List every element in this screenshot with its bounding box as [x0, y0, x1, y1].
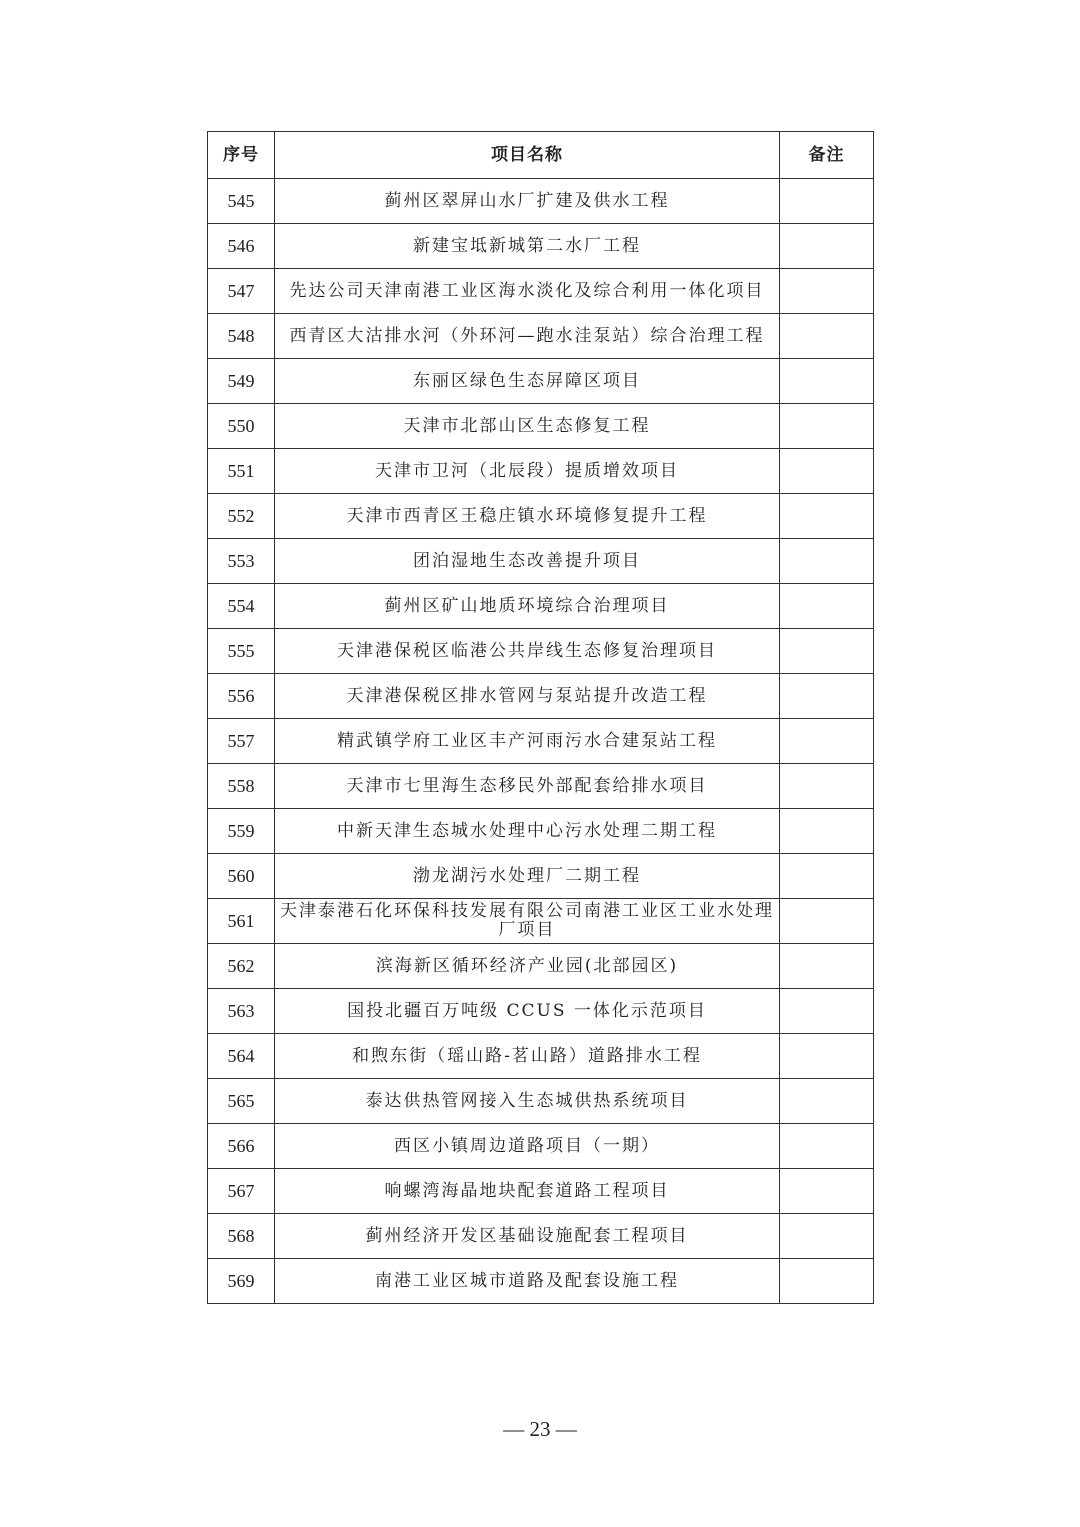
row-note — [780, 314, 874, 359]
row-note — [780, 539, 874, 584]
table-row — [208, 1169, 874, 1214]
row-number: 562 — [208, 944, 275, 989]
row-note — [780, 989, 874, 1034]
row-project-name: 滨海新区循环经济产业园(北部园区) — [275, 944, 780, 989]
row-note — [780, 494, 874, 539]
row-number: 558 — [208, 764, 275, 809]
table-row — [208, 809, 874, 854]
row-number: 564 — [208, 1034, 275, 1079]
row-project-name: 新建宝坻新城第二水厂工程 — [275, 224, 780, 269]
row-note — [780, 674, 874, 719]
row-note — [780, 1169, 874, 1214]
table-row — [208, 584, 874, 629]
project-list-table — [207, 131, 874, 1304]
table-row — [208, 989, 874, 1034]
page-number: — 23 — — [503, 1417, 577, 1441]
row-note — [780, 899, 874, 944]
row-project-name: 中新天津生态城水处理中心污水处理二期工程 — [275, 809, 780, 854]
row-number: 566 — [208, 1124, 275, 1169]
row-number: 559 — [208, 809, 275, 854]
table-row — [208, 1259, 874, 1304]
header-project-name: 项目名称 — [275, 132, 780, 179]
row-note — [780, 809, 874, 854]
header-note: 备注 — [780, 132, 874, 179]
row-project-name: 蓟州区翠屏山水厂扩建及供水工程 — [275, 179, 780, 224]
row-project-name: 蓟州经济开发区基础设施配套工程项目 — [275, 1214, 780, 1259]
table-row — [208, 179, 874, 224]
row-project-name: 天津泰港石化环保科技发展有限公司南港工业区工业水处理厂项目 — [275, 899, 780, 944]
header-number: 序号 — [208, 132, 275, 179]
row-note — [780, 1079, 874, 1124]
table-row — [208, 1124, 874, 1169]
table-row — [208, 314, 874, 359]
row-project-name: 泰达供热管网接入生态城供热系统项目 — [275, 1079, 780, 1124]
row-number: 567 — [208, 1169, 275, 1214]
row-note — [780, 179, 874, 224]
row-project-name: 天津市卫河（北辰段）提质增效项目 — [275, 449, 780, 494]
row-project-name: 天津港保税区临港公共岸线生态修复治理项目 — [275, 629, 780, 674]
table-row — [208, 719, 874, 764]
row-number: 550 — [208, 404, 275, 449]
row-note — [780, 719, 874, 764]
row-number: 563 — [208, 989, 275, 1034]
row-project-name: 天津市西青区王稳庄镇水环境修复提升工程 — [275, 494, 780, 539]
row-project-name: 渤龙湖污水处理厂二期工程 — [275, 854, 780, 899]
row-note — [780, 1034, 874, 1079]
row-project-name: 西区小镇周边道路项目（一期） — [275, 1124, 780, 1169]
table-row — [208, 629, 874, 674]
row-project-name: 响螺湾海晶地块配套道路工程项目 — [275, 1169, 780, 1214]
row-note — [780, 854, 874, 899]
row-note — [780, 449, 874, 494]
row-project-name: 和煦东街（瑶山路-茗山路）道路排水工程 — [275, 1034, 780, 1079]
table-row — [208, 404, 874, 449]
table-row — [208, 494, 874, 539]
row-number: 547 — [208, 269, 275, 314]
row-project-name: 精武镇学府工业区丰产河雨污水合建泵站工程 — [275, 719, 780, 764]
table-row — [208, 1079, 874, 1124]
row-note — [780, 224, 874, 269]
row-project-name: 蓟州区矿山地质环境综合治理项目 — [275, 584, 780, 629]
row-note — [780, 764, 874, 809]
row-note — [780, 1259, 874, 1304]
row-note — [780, 269, 874, 314]
row-note — [780, 1214, 874, 1259]
row-number: 552 — [208, 494, 275, 539]
table-row — [208, 944, 874, 989]
row-project-name: 团泊湿地生态改善提升项目 — [275, 539, 780, 584]
row-number: 549 — [208, 359, 275, 404]
row-note — [780, 404, 874, 449]
row-project-name: 西青区大沽排水河（外环河—跑水洼泵站）综合治理工程 — [275, 314, 780, 359]
row-project-name: 天津市北部山区生态修复工程 — [275, 404, 780, 449]
row-note — [780, 359, 874, 404]
table-row — [208, 269, 874, 314]
row-number: 565 — [208, 1079, 275, 1124]
row-number: 546 — [208, 224, 275, 269]
table-row — [208, 224, 874, 269]
table-row — [208, 854, 874, 899]
row-note — [780, 1124, 874, 1169]
table-body — [208, 179, 874, 1304]
table-row — [208, 1214, 874, 1259]
row-number: 553 — [208, 539, 275, 584]
row-project-name: 先达公司天津南港工业区海水淡化及综合利用一体化项目 — [275, 269, 780, 314]
row-number: 557 — [208, 719, 275, 764]
row-note — [780, 944, 874, 989]
table-row — [208, 359, 874, 404]
table-row — [208, 674, 874, 719]
row-number: 561 — [208, 899, 275, 944]
row-project-name: 天津港保税区排水管网与泵站提升改造工程 — [275, 674, 780, 719]
row-number: 555 — [208, 629, 275, 674]
table-row — [208, 539, 874, 584]
row-number: 569 — [208, 1259, 275, 1304]
row-note — [780, 584, 874, 629]
table-row — [208, 899, 874, 944]
row-project-name: 天津市七里海生态移民外部配套给排水项目 — [275, 764, 780, 809]
row-number: 551 — [208, 449, 275, 494]
row-project-name: 东丽区绿色生态屏障区项目 — [275, 359, 780, 404]
row-number: 560 — [208, 854, 275, 899]
row-note — [780, 629, 874, 674]
row-project-name: 国投北疆百万吨级 CCUS 一体化示范项目 — [275, 989, 780, 1034]
row-number: 545 — [208, 179, 275, 224]
row-number: 568 — [208, 1214, 275, 1259]
row-number: 556 — [208, 674, 275, 719]
table-row — [208, 449, 874, 494]
table-row — [208, 764, 874, 809]
row-number: 548 — [208, 314, 275, 359]
row-number: 554 — [208, 584, 275, 629]
row-project-name: 南港工业区城市道路及配套设施工程 — [275, 1259, 780, 1304]
table-header-row — [208, 132, 874, 179]
table-row — [208, 1034, 874, 1079]
